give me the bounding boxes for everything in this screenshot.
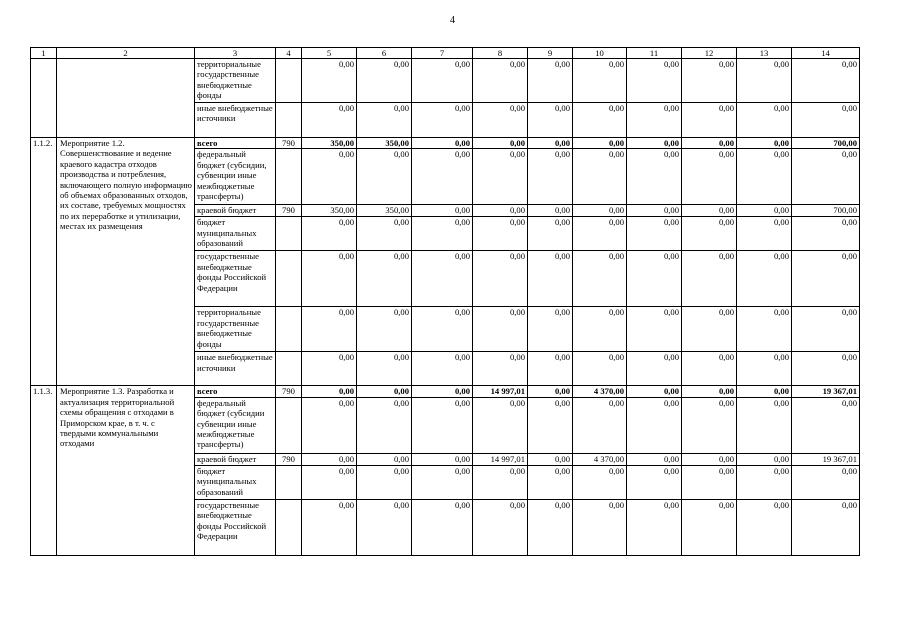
amount-cell: 0,00 (682, 251, 737, 307)
grbs-code: 790 (276, 453, 302, 465)
amount-cell: 0,00 (302, 397, 357, 453)
grbs-code: 790 (276, 138, 302, 149)
amount-cell: 0,00 (412, 103, 473, 138)
amount-cell: 0,00 (573, 59, 627, 103)
funding-source: федеральный бюджет (субсидии субвенции иные межбюджетные трансферты) (195, 397, 276, 453)
amount-cell: 350,00 (357, 205, 412, 217)
grbs-code (276, 251, 302, 307)
amount-cell: 0,00 (627, 59, 682, 103)
amount-cell: 0,00 (412, 386, 473, 397)
grbs-code (276, 307, 302, 352)
amount-cell: 0,00 (473, 205, 528, 217)
amount-cell: 0,00 (473, 217, 528, 251)
activity-name: Мероприятие 1.3. Разработка и актуализация территориальной схемы обращения с отходами в Приморском крае, в т. ч. с твердыми коммунальными отходами (57, 386, 195, 555)
amount-cell: 0,00 (357, 386, 412, 397)
amount-cell: 0,00 (737, 465, 792, 499)
column-header: 5 (302, 48, 357, 59)
amount-cell: 0,00 (357, 251, 412, 307)
amount-cell: 0,00 (302, 103, 357, 138)
amount-cell: 700,00 (792, 138, 860, 149)
amount-cell: 0,00 (528, 251, 573, 307)
amount-cell: 0,00 (473, 149, 528, 205)
amount-cell: 0,00 (627, 453, 682, 465)
amount-cell: 0,00 (627, 205, 682, 217)
column-header: 2 (57, 48, 195, 59)
amount-cell: 0,00 (792, 499, 860, 555)
grbs-code (276, 465, 302, 499)
grbs-code (276, 499, 302, 555)
funding-source: всего (195, 386, 276, 397)
amount-cell: 0,00 (473, 397, 528, 453)
amount-cell: 0,00 (737, 307, 792, 352)
amount-cell: 0,00 (357, 217, 412, 251)
amount-cell: 0,00 (682, 138, 737, 149)
amount-cell: 350,00 (357, 138, 412, 149)
amount-cell: 0,00 (737, 217, 792, 251)
column-header: 12 (682, 48, 737, 59)
funding-source: краевой бюджет (195, 205, 276, 217)
amount-cell: 0,00 (627, 499, 682, 555)
amount-cell: 0,00 (357, 149, 412, 205)
amount-cell: 0,00 (682, 397, 737, 453)
amount-cell: 0,00 (528, 465, 573, 499)
amount-cell: 0,00 (573, 205, 627, 217)
amount-cell: 0,00 (737, 103, 792, 138)
amount-cell: 0,00 (412, 499, 473, 555)
table-header-row (31, 48, 860, 59)
amount-cell: 0,00 (473, 499, 528, 555)
amount-cell: 0,00 (412, 307, 473, 352)
column-header: 14 (792, 48, 860, 59)
table-row (31, 386, 860, 397)
amount-cell: 0,00 (573, 352, 627, 386)
grbs-code (276, 149, 302, 205)
amount-cell: 0,00 (302, 386, 357, 397)
budget-table (30, 47, 860, 556)
column-header: 1 (31, 48, 57, 59)
amount-cell: 0,00 (792, 465, 860, 499)
amount-cell: 0,00 (737, 205, 792, 217)
amount-cell: 0,00 (573, 217, 627, 251)
amount-cell: 0,00 (302, 59, 357, 103)
amount-cell: 0,00 (412, 149, 473, 205)
amount-cell: 0,00 (682, 465, 737, 499)
amount-cell: 14 997,01 (473, 453, 528, 465)
amount-cell: 19 367,01 (792, 453, 860, 465)
amount-cell: 0,00 (682, 103, 737, 138)
funding-source: иные внебюджетные источники (195, 352, 276, 386)
amount-cell: 0,00 (573, 251, 627, 307)
amount-cell: 0,00 (573, 499, 627, 555)
column-header: 13 (737, 48, 792, 59)
amount-cell: 0,00 (627, 217, 682, 251)
funding-source: территориальные государственные внебюджетные фонды (195, 307, 276, 352)
amount-cell: 0,00 (737, 251, 792, 307)
funding-source: краевой бюджет (195, 453, 276, 465)
funding-source: бюджет муниципальных образований (195, 465, 276, 499)
amount-cell: 0,00 (792, 217, 860, 251)
activity-name: Мероприятие 1.2. Совершенствование и ведение краевого кадастра отходов производства и потребления, включающего полную информацию об объемах образованных отходов, их составе, требуемых мощностях по их переработке и утилизации, местах их размещения (57, 138, 195, 386)
grbs-code (276, 352, 302, 386)
grbs-code (276, 397, 302, 453)
amount-cell: 0,00 (357, 397, 412, 453)
amount-cell: 0,00 (682, 307, 737, 352)
amount-cell: 0,00 (412, 217, 473, 251)
amount-cell: 0,00 (682, 217, 737, 251)
column-header: 8 (473, 48, 528, 59)
amount-cell: 0,00 (792, 251, 860, 307)
amount-cell: 0,00 (682, 205, 737, 217)
amount-cell: 0,00 (302, 465, 357, 499)
amount-cell: 0,00 (357, 499, 412, 555)
amount-cell: 0,00 (792, 352, 860, 386)
column-header: 9 (528, 48, 573, 59)
amount-cell: 0,00 (792, 397, 860, 453)
amount-cell: 0,00 (357, 103, 412, 138)
amount-cell: 4 370,00 (573, 386, 627, 397)
column-header: 3 (195, 48, 276, 59)
amount-cell: 350,00 (302, 205, 357, 217)
page-number: 4 (450, 15, 455, 26)
amount-cell: 0,00 (412, 138, 473, 149)
amount-cell: 0,00 (528, 352, 573, 386)
table-row (31, 59, 860, 103)
amount-cell: 0,00 (473, 59, 528, 103)
amount-cell: 0,00 (528, 103, 573, 138)
amount-cell: 0,00 (528, 149, 573, 205)
activity-name (57, 59, 195, 138)
amount-cell: 0,00 (473, 138, 528, 149)
column-header: 7 (412, 48, 473, 59)
amount-cell: 0,00 (528, 453, 573, 465)
funding-source: государственные внебюджетные фонды Российской Федерации (195, 251, 276, 307)
amount-cell: 0,00 (528, 499, 573, 555)
amount-cell: 0,00 (412, 397, 473, 453)
amount-cell: 0,00 (528, 217, 573, 251)
funding-source: федеральный бюджет (субсидии, субвенции иные межбюджетные трансферты) (195, 149, 276, 205)
amount-cell: 0,00 (528, 307, 573, 352)
amount-cell: 0,00 (627, 465, 682, 499)
funding-source: бюджет муниципальных образований (195, 217, 276, 251)
amount-cell: 0,00 (528, 205, 573, 217)
activity-code: 1.1.3. (31, 386, 57, 555)
amount-cell: 0,00 (473, 352, 528, 386)
amount-cell: 0,00 (357, 59, 412, 103)
amount-cell: 0,00 (302, 307, 357, 352)
grbs-code (276, 59, 302, 103)
amount-cell: 0,00 (737, 149, 792, 205)
amount-cell: 4 370,00 (573, 453, 627, 465)
amount-cell: 0,00 (357, 465, 412, 499)
amount-cell: 0,00 (737, 453, 792, 465)
amount-cell: 0,00 (627, 397, 682, 453)
amount-cell: 0,00 (682, 59, 737, 103)
amount-cell: 700,00 (792, 205, 860, 217)
amount-cell: 0,00 (302, 217, 357, 251)
column-header: 4 (276, 48, 302, 59)
amount-cell: 0,00 (792, 149, 860, 205)
amount-cell: 0,00 (573, 307, 627, 352)
funding-source: всего (195, 138, 276, 149)
amount-cell: 0,00 (412, 59, 473, 103)
table-row (31, 138, 860, 149)
amount-cell: 0,00 (412, 251, 473, 307)
amount-cell: 0,00 (573, 149, 627, 205)
amount-cell: 0,00 (412, 453, 473, 465)
funding-source: государственные внебюджетные фонды Российской Федерации (195, 499, 276, 555)
amount-cell: 0,00 (737, 386, 792, 397)
amount-cell: 0,00 (627, 251, 682, 307)
amount-cell: 0,00 (302, 453, 357, 465)
amount-cell: 0,00 (302, 149, 357, 205)
amount-cell: 0,00 (528, 386, 573, 397)
amount-cell: 0,00 (682, 386, 737, 397)
amount-cell: 0,00 (528, 138, 573, 149)
amount-cell: 0,00 (573, 465, 627, 499)
column-header: 10 (573, 48, 627, 59)
amount-cell: 0,00 (792, 103, 860, 138)
amount-cell: 0,00 (627, 307, 682, 352)
grbs-code (276, 103, 302, 138)
amount-cell: 0,00 (737, 397, 792, 453)
funding-source: иные внебюджетные источники (195, 103, 276, 138)
amount-cell: 0,00 (573, 138, 627, 149)
amount-cell: 0,00 (792, 59, 860, 103)
amount-cell: 0,00 (473, 251, 528, 307)
amount-cell: 0,00 (302, 352, 357, 386)
amount-cell: 0,00 (473, 103, 528, 138)
activity-code (31, 59, 57, 138)
grbs-code: 790 (276, 386, 302, 397)
funding-source: территориальные государственные внебюджетные фонды (195, 59, 276, 103)
amount-cell: 0,00 (682, 352, 737, 386)
amount-cell: 0,00 (682, 149, 737, 205)
column-header: 6 (357, 48, 412, 59)
amount-cell: 0,00 (473, 465, 528, 499)
amount-cell: 0,00 (412, 352, 473, 386)
grbs-code (276, 217, 302, 251)
amount-cell: 0,00 (737, 499, 792, 555)
amount-cell: 0,00 (682, 499, 737, 555)
grbs-code: 790 (276, 205, 302, 217)
amount-cell: 0,00 (357, 453, 412, 465)
amount-cell: 0,00 (528, 397, 573, 453)
amount-cell: 0,00 (473, 307, 528, 352)
amount-cell: 0,00 (528, 59, 573, 103)
amount-cell: 0,00 (357, 352, 412, 386)
amount-cell: 19 367,01 (792, 386, 860, 397)
amount-cell: 0,00 (627, 103, 682, 138)
amount-cell: 0,00 (792, 307, 860, 352)
amount-cell: 0,00 (412, 465, 473, 499)
amount-cell: 0,00 (302, 251, 357, 307)
amount-cell: 350,00 (302, 138, 357, 149)
amount-cell: 0,00 (573, 397, 627, 453)
amount-cell: 0,00 (302, 499, 357, 555)
amount-cell: 0,00 (627, 352, 682, 386)
activity-code: 1.1.2. (31, 138, 57, 386)
column-header: 11 (627, 48, 682, 59)
amount-cell: 0,00 (627, 386, 682, 397)
amount-cell: 0,00 (357, 307, 412, 352)
amount-cell: 0,00 (737, 59, 792, 103)
amount-cell: 0,00 (627, 138, 682, 149)
amount-cell: 0,00 (737, 352, 792, 386)
amount-cell: 14 997,01 (473, 386, 528, 397)
amount-cell: 0,00 (627, 149, 682, 205)
amount-cell: 0,00 (573, 103, 627, 138)
amount-cell: 0,00 (737, 138, 792, 149)
amount-cell: 0,00 (412, 205, 473, 217)
amount-cell: 0,00 (682, 453, 737, 465)
